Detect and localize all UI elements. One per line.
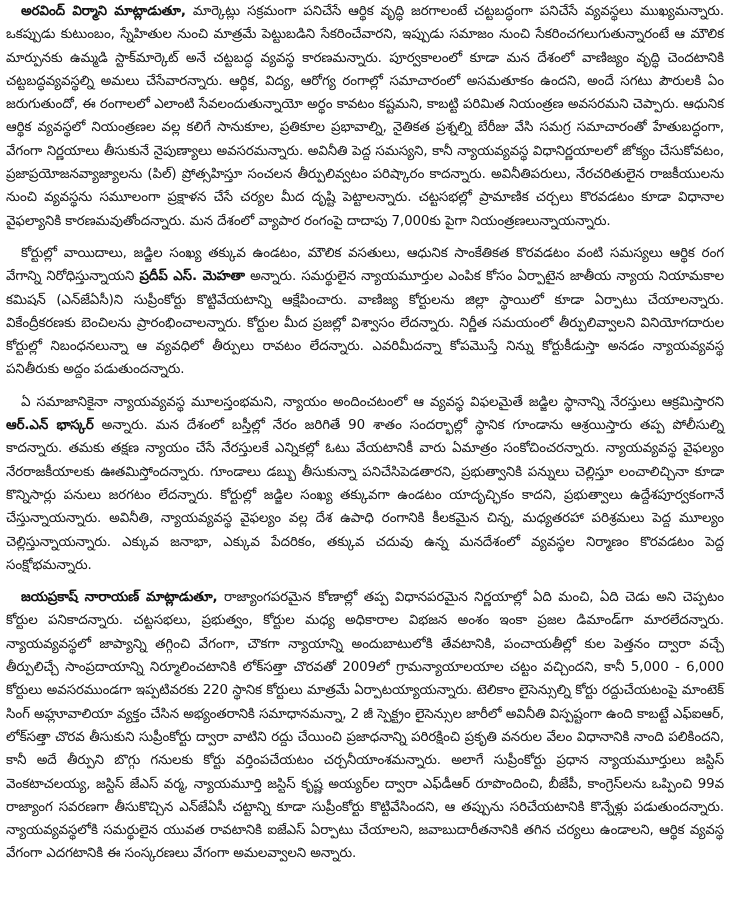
paragraph-mehta <box>6 242 724 382</box>
paragraph-bhaskar <box>6 391 724 577</box>
paragraph-text-continued: అన్నారు. సమర్థులైన న్యాయమూర్తుల ఎంపిక కోసం ఏర్పాటైన జాతీయ న్యాయ నియామకాల కమిషన్ (ఎన్‌జేఏసీ)ని సుప్రీంకోర్టు కొట్టివేయటాన్ని ఆక్షేపించారు. వాణిజ్య కోర్టులను జిల్లా స్థాయిలో కూడా ఏర్పాటు చేయాలన్నారు. వికేంద్రీకరణకు బెంచిలను ప్రారంభించాలన్నారు. కోర్టుల మీద ప్రజల్లో విశ్వాసం లేదన్నారు. నిర్ణీత సమయంలో తీర్పులివ్వాలని వినియోగదారుల కోర్టుల్లో నిబంధనలున్నా ఆ వ్యవధిలో తీర్పులు రావటం లేదన్నారు. ఎవరిమీదన్నా కోపమొస్తే నిన్ను కోర్టుకీడుస్తా అనడం న్యాయవ్యవస్థ పనితీరుకు అద్దం పడుతుందన్నారు. <box>6 269 724 378</box>
article-body <box>6 0 724 875</box>
speaker-name: ప్రదీప్ ఎస్. మెహతా <box>139 269 245 285</box>
speaker-name: ఆర్.ఎన్ భాస్కర్ <box>6 418 94 434</box>
paragraph-text: మార్కెట్లు సక్రమంగా పనిచేసే ఆర్థిక వృద్ధి జరగాలంటే చట్టబద్ధంగా పనిచేసే వ్యవస్థలు ముఖ్యమన్నారు. ఒకప్పుడు కుటుంబం, స్నేహితుల నుంచి మాత్రమే పెట్టుబడిని సేకరించేవారని, ఇప్పుడు సమాజం నుంచి సేకరించగలుగుతున్నారంటే ఆ మౌలిక మార్పునకు ఉమ్మడి స్టాక్‌మార్కెట్ అనే చట్టబద్ధ వ్యవస్థ కారణమన్నారు. పూర్వకాలంలో కూడా మన దేశంలో వాణిజ్యం వృద్ధి చెందటానికి చట్టబద్ధవ్యవస్థల్ని అమలు చేసేవారన్నారు. ఆర్థిక, విద్య, ఆరోగ్య రంగాల్లో సమాచారంలో అసమతూకం ఉందని, అందే సగటు పౌరులకి ఏం జరుగుతుందో, ఈ రంగాలలో ఎలాంటి సేవలందుతున్నాయో అర్థం కావటం కష్టమని, కాబట్టి పరిమిత నియంత్రణ అవసరమని చెప్పారు. ఆధునిక ఆర్థిక వ్యవస్థలో నియంత్రణల వల్ల కలిగే సానుకూల, ప్రతికూల ప్రభావాల్ని, నైతికత ప్రశ్నల్ని బేరీజు వేసి సమగ్ర సమాచారంతో హేతుబద్ధంగా, వేగంగా నిర్ణయాలు తీసుకునే నైపుణ్యాలు అవసరమన్నారు. అవినీతి పెద్ద సమస్యని, కానీ న్యాయవ్యవస్థ విధానిర్ణయాలలో జోక్యం చేసుకోవటం, ప్రజాప్రయోజనవ్యాజ్యాలను (పిల్) ప్రోత్సహిస్తూ సంచలన తీర్పులివ్వటం పరిష్కారం కాదన్నారు. అవినీతిపరులు, నేరచరితులైన రాజకీయులను నుంచి వ్యవస్థను సమూలంగా ప్రక్షాళన చేసే చర్యల మీద దృష్టి పెట్టాలన్నారు. చట్టసభల్లో ప్రామాణిక చర్చలు కొరవడటం కూడా విధానాల వైఫల్యానికి కారణమవుతోందన్నారు. మన దేశంలో వ్యాపార రంగంపై దాదాపు 7,000కు పైగా నియంత్రణలున్నాయన్నారు. <box>6 4 724 229</box>
paragraph-text: ఏ సమాజానికైనా న్యాయవ్యవస్థ మూలస్తంభమని, న్యాయం అందించటంలో ఆ వ్యవస్థ విఫలమైతే జడ్జిల స్థానాన్ని నేరస్తులు ఆక్రమిస్తారని <box>21 394 724 410</box>
paragraph-jp <box>6 586 724 866</box>
paragraph-text-continued: అన్నారు. మన దేశంలో బస్తీల్లో నేరం జరిగితే 90 శాతం సందర్భాల్లో స్థానిక గూండాను ఆశ్రయిస్తారు తప్ప పోలీసుల్ని కాదన్నారు. తమకు తక్షణ న్యాయం చేసే నేరస్తులకే ఎన్నికల్లో ఓటు వేయటానికీ వారు ఏమాత్రం సంకోచించరన్నారు. న్యాయవ్యవస్థ వైఫల్యం నేరరాజకీయాలకు ఊతమిస్తోందన్నారు. గూండాలు డబ్బు తీసుకున్నా పనిచేసిపెడతారని, ప్రభుత్వానికి పన్నులు చెల్లిస్తూ లంచాలిచ్చినా కూడా కొన్నిసార్లు పనులు జరగటం లేదన్నారు. కోర్టుల్లో జడ్జిల సంఖ్య తక్కువగా ఉండటం యాదృచ్ఛికం కాదని, ప్రభుత్వాలు ఉద్దేశపూర్వకంగానే చేస్తున్నాయన్నారు. అవినీతి, న్యాయవ్యవస్థ వైఫల్యం వల్ల దేశ ఉపాధి రంగానికి కీలకమైన చిన్న, మధ్యతరహా పరిశ్రమలు పెద్ద మూల్యం చెల్లిస్తున్నాయన్నారు. ఎక్కువ జనాభా, ఎక్కువ పేదరికం, తక్కువ చదువు ఉన్న మనదేశంలో వ్యవస్థల నిర్మాణం కొరవడటం పెద్ద సంక్షోభమన్నారు. <box>6 418 724 573</box>
paragraph-text: కోర్టుల్లో వాయిదాలు, జడ్జిల సంఖ్య తక్కువ ఉండటం, మౌలిక వసతులు, ఆధునిక సాంకేతికత కొరవడటం వంటి సమస్యలు ఆర్థిక రంగ వేగాన్ని నిరోధిస్తున్నాయని <box>6 245 724 285</box>
speaker-name: అరవింద్ విర్మాని మాట్లాడుతూ, <box>21 4 186 19</box>
paragraph-text: రాజ్యాంగపరమైన కోణాల్లో తప్ప విధానపరమైన నిర్ణయాల్లో ఏది మంచి, ఏది చెడు అని చెప్పటం కోర్టుల పనికాదన్నారు. చట్టసభలు, ప్రభుత్వం, కోర్టుల మధ్య అధికారాల విభజన అంశం ఇంకా ప్రజల డిమాండ్‌గా మారలేదన్నారు. న్యాయవ్యవస్థలో జాప్యాన్ని తగ్గించి వేగంగా, చౌకగా న్యాయాన్ని అందుబాటులోకి తేవటానికి, పంచాయతీల్లో కుల పెత్తనం ద్వారా వచ్చే తీర్పులిచ్చే సాంప్రదాయాన్ని నిర్మూలించటానికి లోక్‌సత్తా చొరవతో 2009లో గ్రామన్యాయాలయాల చట్టం వచ్చిందని, కానీ 5,000 - 6,000 కోర్టులు అవసరముండగా ఇప్పటివరకు 220 స్థానిక కోర్టులు మాత్రమే ఏర్పాటయ్యాయన్నారు. టెలికాం లైసెన్సుల్ని కోర్టు రద్దుచేయటంపై మాంటెక్ సింగ్ అహ్లూవాలియా వ్యక్తం చేసిన అభ్యంతరానికి సమాధానమన్నా, 2 జీ స్పెక్ట్రం లైసెన్సుల జారీలో అవినీతి విస్పష్టంగా ఉంది కాబట్టే ఎఫ్ఐఆర్, లోక్‌సత్తా చొరవ తీసుకుని సుప్రీంకోర్టు ద్వారా వాటిని రద్దు చేయించి ప్రజాధనాన్ని పరిరక్షించి ప్రకృతి వనరుల వేలం విధానానికి నాంది పలికిందని, కానీ అదే తీర్పుని బొగ్గు గనులకు కోర్టు వర్తింపచేయటం చర్చనీయాంశమన్నారు. అలాగే సుప్రీంకోర్టు ప్రధాన న్యాయమూర్తులు జస్టిస్ వెంకటాచలయ్య, జస్టిస్ జేఎస్ వర్మ, న్యాయమూర్తి జస్టిస్ కృష్ణ అయ్యర్‌ల ద్వారా ఎఫ్‌డీఆర్ రూపొందించి, బీజేపీ, కాంగ్రెస్‌లను ఒప్పించి 99వ రాజ్యాంగ సవరణగా తీసుకొచ్చిన ఎన్‌జేఏసీ చట్టాన్ని కూడా సుప్రీంకోర్టు కొట్టివేసిందని, ఆ తప్పును సరిచేయటానికి కొన్నేళ్లు పడుతుందన్నారు. న్యాయవ్యవస్థలోకి సమర్థులైన యువత రావటానికి ఐజేఎస్ ఏర్పాటు చేయాలని, జవాబుదారీతనానికి తగిన చర్యలు ఉండాలని, ఆర్థిక వ్యవస్థ వేగంగా ఎదగటానికి ఈ సంస్కరణలు వేగంగా అమలవ్వాలని అన్నారు. <box>6 590 724 862</box>
paragraph-virmani <box>6 0 724 233</box>
speaker-name: జయప్రకాష్ నారాయణ్ మాట్లాడుతూ, <box>21 590 218 606</box>
